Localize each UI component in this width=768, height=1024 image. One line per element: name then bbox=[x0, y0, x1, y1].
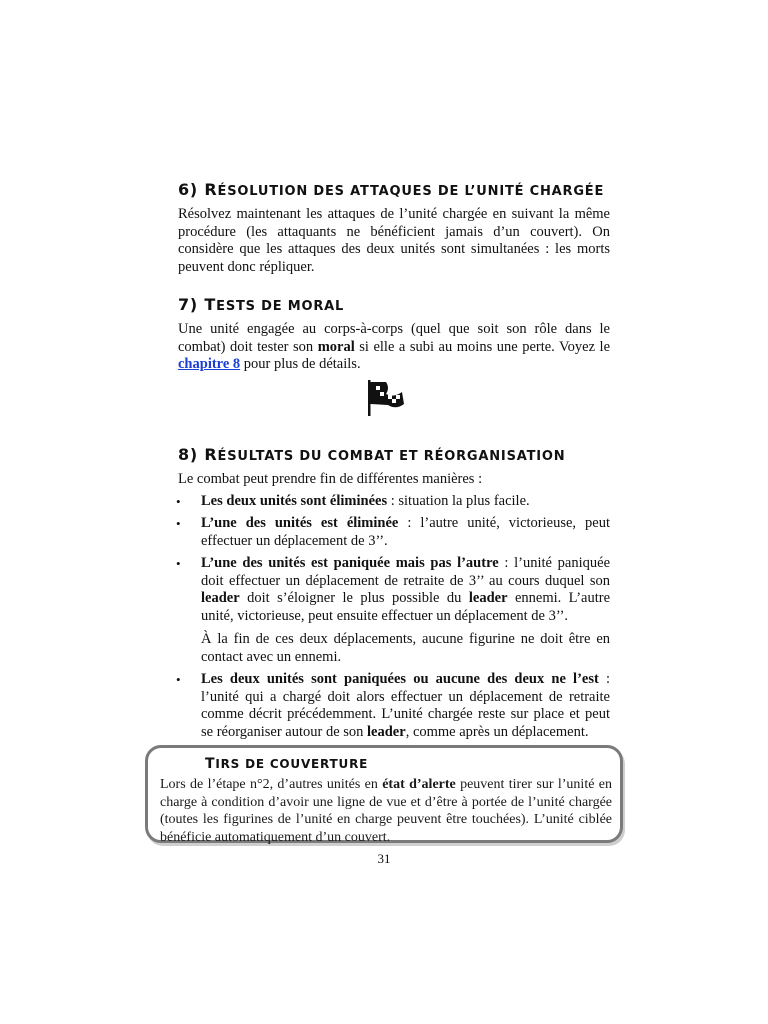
text-run: peuvent tirer sur l’unité en charge à condition d’avoir une ligne de vue et d’être à portée de l’unité chargée (toutes les figurines de l’unité en charge peuvent être touchées). L’unité ciblée bénéficie automatiquement d’un couvert. bbox=[160, 777, 612, 845]
item-text: : situation la plus facile. bbox=[387, 492, 530, 509]
item-title: Les deux unités sont paniquées ou aucune des deux ne l’est bbox=[201, 671, 599, 687]
item-text: , comme après un déplacement. bbox=[405, 723, 589, 740]
moral-term: moral bbox=[317, 338, 355, 355]
heading-initial: R bbox=[204, 180, 218, 199]
leader-term: leader bbox=[367, 723, 406, 740]
chapter-8-link[interactable]: chapitre 8 bbox=[178, 356, 241, 372]
item-text: : l’unité paniquée doit effectuer un déplacement de retraite de 3’’ au cours duquel son bbox=[201, 555, 611, 589]
item-title: L’une des unités est éliminée bbox=[201, 515, 399, 531]
page-number: 31 bbox=[377, 851, 391, 866]
heading-text: ÉSULTATS DU COMBAT ET RÉORGANISATION bbox=[217, 449, 566, 464]
checkered-flag-icon bbox=[364, 378, 408, 418]
box-title-initial: T bbox=[205, 756, 216, 772]
heading-number: 6) bbox=[178, 180, 205, 199]
text-run: Lors de l’étape n°2, d’autres unités en bbox=[160, 777, 383, 792]
alert-state-term: état d’alerte bbox=[382, 777, 456, 792]
item-text: : l’unité qui a chargé doit alors effectuer un déplacement de retraite comme décrit précédemment. L’unité chargée reste sur place et peut se réorganiser autour de son bbox=[201, 671, 610, 740]
text-run: Une unité engagée au corps-à-corps (quel que soit son rôle dans le combat) doit tester son bbox=[178, 321, 610, 355]
item-title: L’une des unités est paniquée mais pas l’autre bbox=[201, 555, 499, 571]
item-text: doit s’éloigner le plus possible du bbox=[239, 590, 469, 606]
box-title-text: IRS DE COUVERTURE bbox=[215, 757, 369, 771]
bullet-icon: • bbox=[176, 516, 181, 531]
leader-term: leader bbox=[201, 590, 240, 606]
item-text: ennemi. L’autre unité, victorieuse, peut ensuite effectuer un déplacement de 3’’. bbox=[201, 590, 611, 624]
outcome-list bbox=[158, 493, 610, 742]
cover-fire-box bbox=[145, 745, 623, 843]
section-6-text: Résolvez maintenant les attaques de l’unité chargée en suivant la même procédure (les attaquants ne bénéficient jamais d’un couvert). On considère que les attaques des deux unités sont simultanées : les morts peuvent donc répliquer. bbox=[178, 206, 610, 275]
section-6 bbox=[158, 182, 610, 276]
text-run: si elle a subi au moins une perte. Voyez le bbox=[354, 338, 611, 355]
heading-number: 8) bbox=[178, 445, 205, 464]
heading-text: ÉSOLUTION DES ATTAQUES DE L’UNITÉ CHARGÉE bbox=[217, 184, 605, 199]
heading-initial: T bbox=[204, 295, 217, 314]
section-6-heading bbox=[178, 182, 610, 200]
heading-text: ESTS DE MORAL bbox=[216, 299, 345, 314]
section-7 bbox=[158, 297, 610, 374]
item-title: Les deux unités sont éliminées bbox=[201, 492, 388, 509]
leader-term: leader bbox=[468, 590, 508, 606]
heading-initial: R bbox=[204, 445, 218, 464]
list-item bbox=[158, 555, 610, 666]
list-item bbox=[158, 671, 610, 741]
bullet-icon: • bbox=[176, 672, 181, 687]
section-8 bbox=[158, 447, 610, 746]
section-8-intro: Le combat peut prendre fin de différentes manières : bbox=[178, 471, 483, 487]
box-title bbox=[205, 756, 368, 774]
item-subparagraph: À la fin de ces deux déplacements, aucune figurine ne doit être en contact avec un ennemi. bbox=[201, 631, 610, 665]
section-8-heading bbox=[178, 447, 610, 465]
list-item bbox=[158, 493, 610, 511]
section-7-text bbox=[178, 321, 610, 374]
section-7-heading bbox=[178, 297, 610, 315]
list-item bbox=[158, 515, 610, 550]
bullet-icon: • bbox=[176, 556, 181, 571]
box-text bbox=[160, 776, 612, 846]
text-run: pour plus de détails. bbox=[240, 356, 361, 372]
heading-number: 7) bbox=[178, 295, 205, 314]
item-text: : l’autre unité, victorieuse, peut effectuer un déplacement de 3’’. bbox=[201, 515, 611, 549]
bullet-icon: • bbox=[176, 493, 181, 509]
